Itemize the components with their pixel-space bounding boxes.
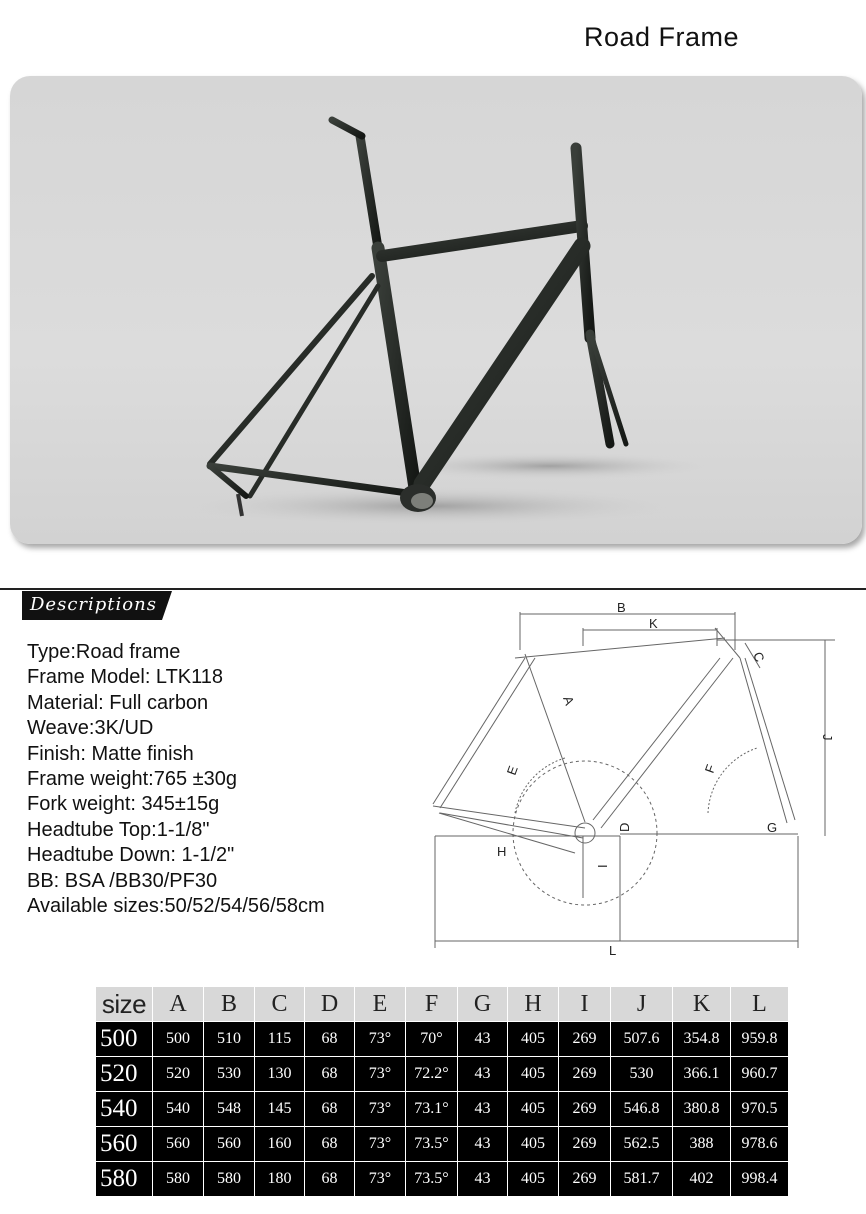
table-cell: 73° (355, 1092, 406, 1127)
header-c: C (255, 987, 305, 1022)
size-table (95, 986, 789, 1197)
dim-label-k: K (649, 616, 658, 631)
dim-label-c: C (750, 649, 768, 664)
table-cell: 580 (153, 1162, 204, 1197)
table-cell: 68 (305, 1162, 355, 1197)
table-cell: 130 (255, 1057, 305, 1092)
spec-weave: Weave:3K/UD (27, 717, 154, 740)
table-cell: 959.8 (731, 1022, 789, 1057)
table-cell: 380.8 (673, 1092, 731, 1127)
table-cell: 269 (559, 1057, 611, 1092)
table-cell: 970.5 (731, 1092, 789, 1127)
dim-label-g: G (767, 820, 778, 835)
header-d: D (305, 987, 355, 1022)
header-j: J (611, 987, 673, 1022)
table-cell: 73° (355, 1127, 406, 1162)
table-cell: 405 (508, 1162, 559, 1197)
header-b: B (204, 987, 255, 1022)
table-cell: 43 (458, 1092, 508, 1127)
spec-sizes: Available sizes:50/52/54/56/58cm (27, 895, 325, 918)
page-title: Road Frame (584, 22, 740, 52)
table-cell: 405 (508, 1092, 559, 1127)
table-cell: 269 (559, 1162, 611, 1197)
table-cell: 43 (458, 1057, 508, 1092)
table-cell: 580 (204, 1162, 255, 1197)
table-cell: 530 (611, 1057, 673, 1092)
table-cell: 73° (355, 1162, 406, 1197)
bike-frame-image (10, 76, 862, 544)
dim-label-d: D (617, 822, 632, 832)
table-cell: 388 (673, 1127, 731, 1162)
table-cell: 73.5° (406, 1127, 458, 1162)
table-cell: 405 (508, 1022, 559, 1057)
spec-list (27, 640, 325, 919)
section-divider (0, 588, 866, 590)
spec-type: Type:Road frame (27, 641, 181, 663)
table-cell: 562.5 (611, 1127, 673, 1162)
table-cell: 530 (204, 1057, 255, 1092)
table-cell: 978.6 (731, 1127, 789, 1162)
table-cell: 269 (559, 1022, 611, 1057)
table-cell: 581.7 (611, 1162, 673, 1197)
table-cell: 520 (96, 1057, 153, 1092)
table-cell: 72.2° (406, 1057, 458, 1092)
dim-label-e: E (503, 763, 521, 778)
table-cell: 68 (305, 1092, 355, 1127)
spec-bb: BB: BSA /BB30/PF30 (27, 869, 218, 892)
table-cell: 546.8 (611, 1092, 673, 1127)
table-cell: 560 (96, 1127, 153, 1162)
table-cell: 405 (508, 1057, 559, 1092)
dim-label-j: J (820, 734, 835, 741)
table-cell: 500 (153, 1022, 204, 1057)
header-g: G (458, 987, 508, 1022)
dim-label-h: H (497, 844, 507, 859)
table-cell: 998.4 (731, 1162, 789, 1197)
spec-headtube-down: Headtube Down: 1-1/2" (27, 844, 235, 867)
table-cell: 269 (559, 1092, 611, 1127)
table-cell: 507.6 (611, 1022, 673, 1057)
table-cell: 269 (559, 1127, 611, 1162)
spec-finish: Finish: Matte finish (27, 742, 194, 765)
table-cell: 548 (204, 1092, 255, 1127)
table-row (96, 1092, 789, 1127)
table-cell: 68 (305, 1057, 355, 1092)
table-cell: 405 (508, 1127, 559, 1162)
header-k: K (673, 987, 731, 1022)
table-cell: 43 (458, 1022, 508, 1057)
spec-frame-weight: Frame weight:765 ±30g (27, 768, 237, 791)
geometry-diagram (415, 598, 835, 960)
table-cell: 145 (255, 1092, 305, 1127)
table-cell: 560 (153, 1127, 204, 1162)
dim-label-l: L (609, 943, 617, 958)
descriptions-heading: Descriptions (30, 594, 157, 615)
table-cell: 73° (355, 1057, 406, 1092)
table-cell: 366.1 (673, 1057, 731, 1092)
header-size: size (96, 987, 153, 1022)
header-a: A (153, 987, 204, 1022)
spec-model: Frame Model: LTK118 (27, 666, 224, 689)
table-cell: 43 (458, 1127, 508, 1162)
header-l: L (731, 987, 789, 1022)
table-cell: 68 (305, 1022, 355, 1057)
dim-label-a: A (560, 693, 578, 708)
header-e: E (355, 987, 406, 1022)
table-cell: 520 (153, 1057, 204, 1092)
header-h: H (508, 987, 559, 1022)
frame-photo (10, 76, 862, 544)
header-i: I (559, 987, 611, 1022)
table-row (96, 1022, 789, 1057)
dim-label-f: F (701, 762, 719, 776)
table-cell: 580 (96, 1162, 153, 1197)
table-cell: 540 (96, 1092, 153, 1127)
table-cell: 560 (204, 1127, 255, 1162)
table-cell: 68 (305, 1127, 355, 1162)
dim-label-b: B (617, 600, 626, 615)
table-cell: 73.5° (406, 1162, 458, 1197)
table-cell: 500 (96, 1022, 153, 1057)
table-row (96, 1127, 789, 1162)
dim-label-i: I (595, 864, 610, 868)
table-cell: 540 (153, 1092, 204, 1127)
table-cell: 115 (255, 1022, 305, 1057)
table-cell: 402 (673, 1162, 731, 1197)
table-cell: 180 (255, 1162, 305, 1197)
table-cell: 160 (255, 1127, 305, 1162)
table-row (96, 1162, 789, 1197)
size-table-header (96, 987, 789, 1022)
spec-material: Material: Full carbon (27, 691, 209, 714)
table-cell: 354.8 (673, 1022, 731, 1057)
table-cell: 73.1° (406, 1092, 458, 1127)
table-row (96, 1057, 789, 1092)
spec-fork-weight: Fork weight: 345±15g (27, 793, 220, 816)
table-cell: 73° (355, 1022, 406, 1057)
table-cell: 960.7 (731, 1057, 789, 1092)
table-cell: 70° (406, 1022, 458, 1057)
table-cell: 43 (458, 1162, 508, 1197)
header-f: F (406, 987, 458, 1022)
table-cell: 510 (204, 1022, 255, 1057)
spec-headtube-top: Headtube Top:1-1/8" (27, 818, 210, 841)
